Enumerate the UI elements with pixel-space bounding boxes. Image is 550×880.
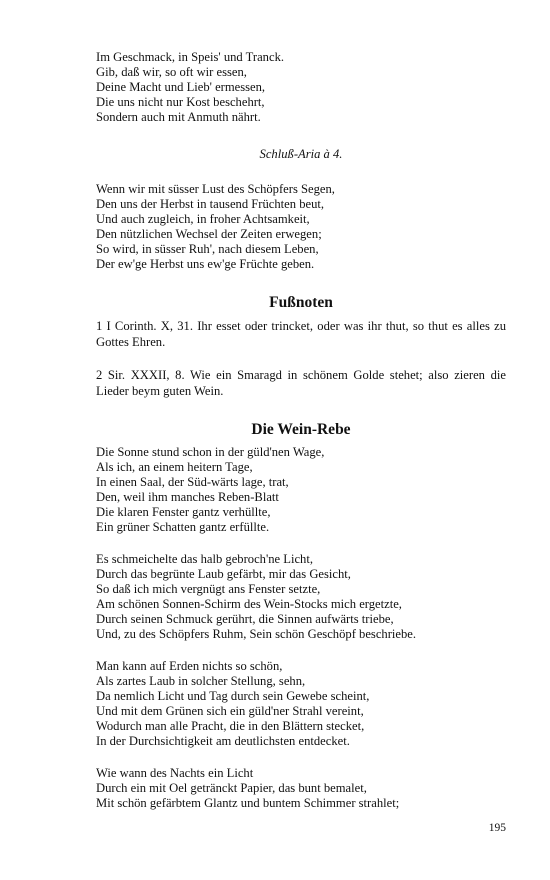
verse-line: Sondern auch mit Anmuth nährt. bbox=[96, 110, 261, 124]
verse-line: Wodurch man alle Pracht, die in den Blättern stecket, bbox=[96, 719, 365, 733]
aria-title: Schluß-Aria à 4. bbox=[259, 147, 343, 161]
verse-line: Den uns der Herbst in tausend Früchten beut, bbox=[96, 197, 325, 211]
page-content bbox=[96, 50, 506, 811]
verse-line: Durch seinen Schmuck gerührt, die Sinnen aufwärts triebe, bbox=[96, 612, 394, 626]
verse-line: Und, zu des Schöpfers Ruhm, Sein schön Geschöpf beschriebe. bbox=[96, 627, 417, 641]
verse-line: Den nützlichen Wechsel der Zeiten erwegen; bbox=[96, 227, 322, 241]
verse-line: Die klaren Fenster gantz verhüllte, bbox=[96, 505, 271, 519]
spacer bbox=[96, 350, 506, 367]
verse-line: Da nemlich Licht und Tag durch sein Gewebe scheint, bbox=[96, 689, 370, 703]
page-number: 195 bbox=[488, 822, 506, 834]
stanza-2 bbox=[96, 182, 506, 272]
spacer bbox=[96, 642, 506, 659]
spacer bbox=[96, 749, 506, 766]
verse-line: Man kann auf Erden nichts so schön, bbox=[96, 659, 283, 673]
verse-line: Die Sonne stund schon in der güld'nen Wage, bbox=[96, 445, 325, 459]
footnotes-heading: Fußnoten bbox=[269, 294, 333, 311]
verse-line: So daß ich mich vergnügt ans Fenster setzte, bbox=[96, 582, 321, 596]
spacer bbox=[96, 535, 506, 552]
verse-line: Mit schön gefärbtem Glantz und buntem Schimmer strahlet; bbox=[96, 796, 400, 810]
verse-line: Wie wann des Nachts ein Licht bbox=[96, 766, 254, 780]
verse-line: Als zartes Laub in solcher Stellung, sehn, bbox=[96, 674, 306, 688]
poem-title: Die Wein-Rebe bbox=[251, 421, 351, 438]
verse-line: Im Geschmack, in Speis' und Tranck. bbox=[96, 50, 285, 64]
verse-line: So wird, in süsser Ruh', nach diesem Leben, bbox=[96, 242, 319, 256]
verse-line: Und mit dem Grünen sich ein güld'ner Strahl vereint, bbox=[96, 704, 364, 718]
verse-line: Gib, daß wir, so oft wir essen, bbox=[96, 65, 247, 79]
verse-line: Ein grüner Schatten gantz erfüllte. bbox=[96, 520, 270, 534]
verse-line: Es schmeichelte das halb gebroch'ne Licht, bbox=[96, 552, 313, 566]
stanza-1 bbox=[96, 50, 506, 125]
verse-line: Den, weil ihm manches Reben-Blatt bbox=[96, 490, 279, 504]
verse-line: Am schönen Sonnen-Schirm des Wein-Stocks mich ergetzte, bbox=[96, 597, 402, 611]
poem-stanza-1 bbox=[96, 445, 506, 535]
footnote-1: 1 I Corinth. X, 31. Ihr esset oder trincket, oder was ihr thut, so thut es alles zu Gottes Ehren. bbox=[96, 319, 506, 349]
verse-line: Durch das begrünte Laub gefärbt, mir das Gesicht, bbox=[96, 567, 351, 581]
verse-line: Durch ein mit Oel getränckt Papier, das bunt bemalet, bbox=[96, 781, 367, 795]
verse-line: In der Durchsichtigkeit am deutlichsten entdecket. bbox=[96, 734, 350, 748]
verse-line: Und auch zugleich, in froher Achtsamkeit, bbox=[96, 212, 310, 226]
poem-stanza-4 bbox=[96, 766, 506, 811]
poem-stanza-3 bbox=[96, 659, 506, 749]
verse-line: Als ich, an einem heitern Tage, bbox=[96, 460, 253, 474]
verse-line: Der ew'ge Herbst uns ew'ge Früchte geben. bbox=[96, 257, 315, 271]
verse-line: Die uns nicht nur Kost beschehrt, bbox=[96, 95, 265, 109]
verse-line: Wenn wir mit süsser Lust des Schöpfers Segen, bbox=[96, 182, 335, 196]
verse-line: Deine Macht und Lieb' ermessen, bbox=[96, 80, 266, 94]
verse-line: In einen Saal, der Süd-wärts lage, trat, bbox=[96, 475, 289, 489]
poem-stanza-2 bbox=[96, 552, 506, 642]
footnote-2: 2 Sir. XXXII, 8. Wie ein Smaragd in schönem Golde stehet; also zieren die Lieder beym guten Wein. bbox=[96, 368, 506, 398]
